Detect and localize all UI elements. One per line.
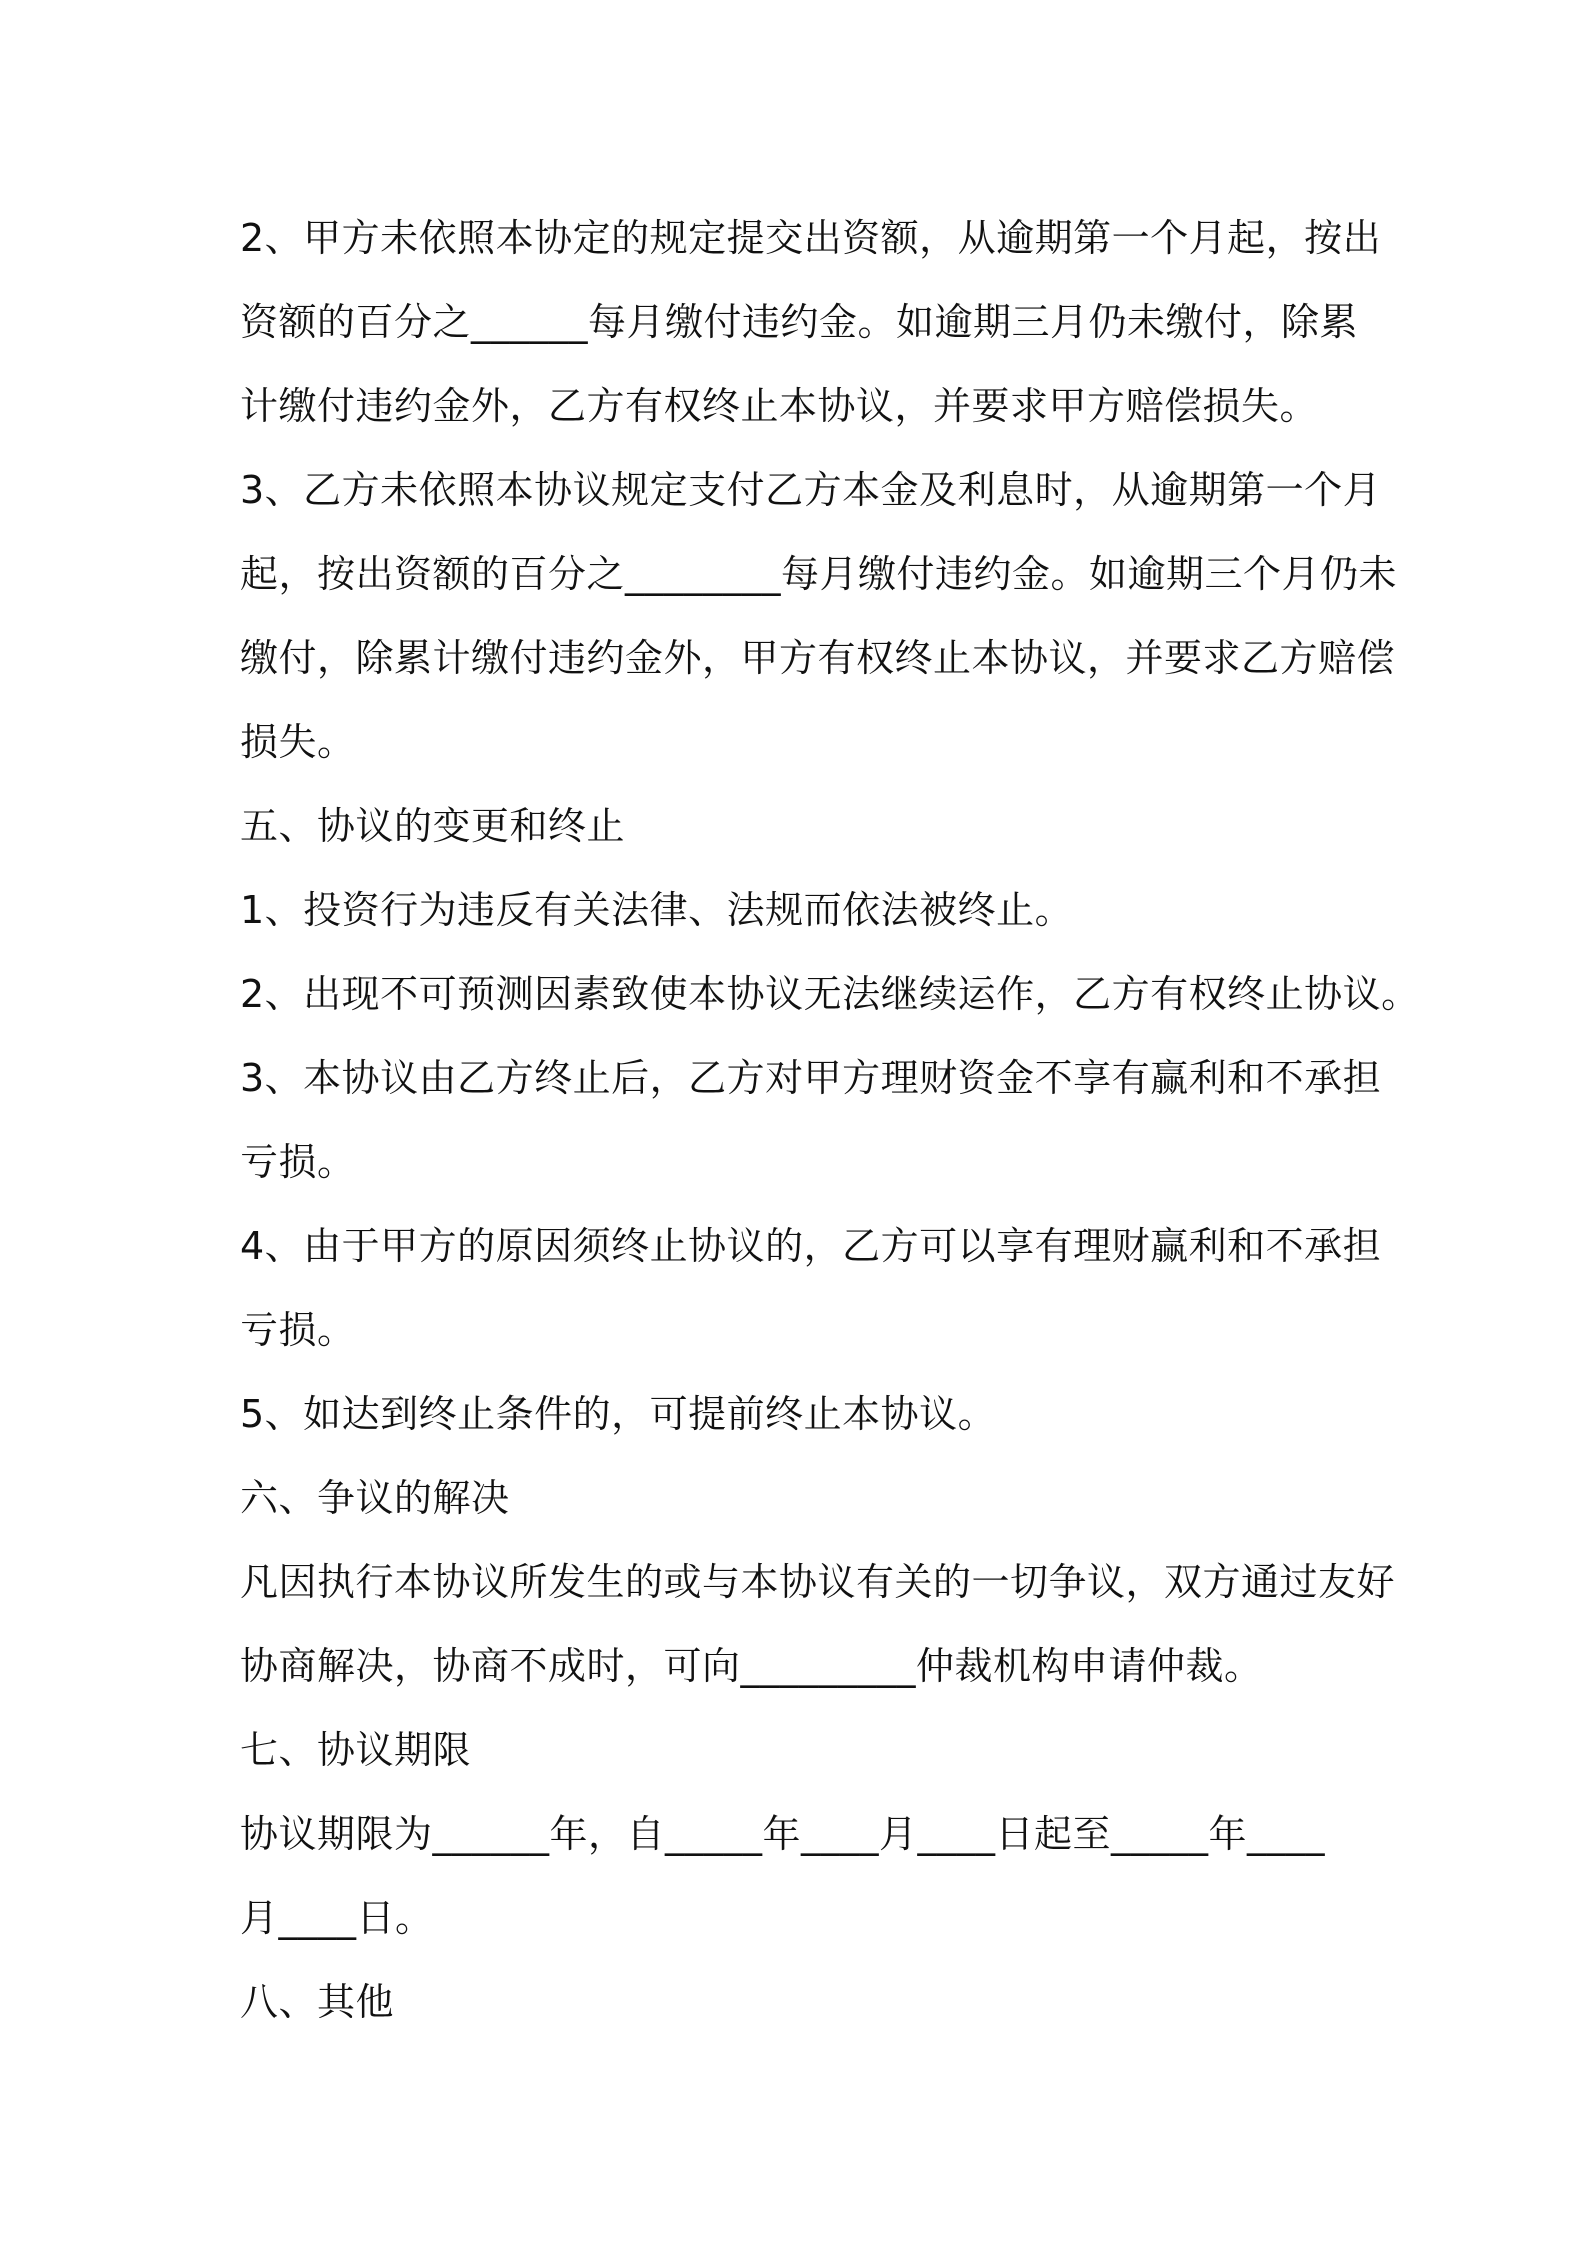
text-line: 2、甲方未依照本协定的规定提交出资额，从逾期第一个月起，按出 [240,216,1382,260]
document-body [240,196,1420,2044]
text-line: 3、本协议由乙方终止后，乙方对甲方理财资金不享有赢利和不承担 [240,1056,1382,1100]
text-line: 凡因执行本协议所发生的或与本协议有关的一切争议，双方通过友好 [240,1560,1396,1604]
text-line: 资额的百分之______每月缴付违约金。如逾期三月仍未缴付，除累 [240,300,1359,344]
text-line: 起，按出资额的百分之________每月缴付违约金。如逾期三个月仍未 [240,552,1398,596]
text-line: 2、出现不可预测因素致使本协议无法继续运作，乙方有权终止协议。 [240,972,1420,1016]
text-line: 协商解决，协商不成时，可向_________仲裁机构申请仲裁。 [240,1644,1263,1688]
text-line: 缴付，除累计缴付违约金外，甲方有权终止本协议，并要求乙方赔偿 [240,636,1396,680]
text-line: 月____日。 [240,1896,434,1940]
section-heading: 八、其他 [240,1980,395,2024]
section-heading: 七、协议期限 [240,1728,472,1772]
text-line: 计缴付违约金外，乙方有权终止本协议，并要求甲方赔偿损失。 [240,384,1319,428]
text-line: 损失。 [240,720,356,764]
text-line: 4、由于甲方的原因须终止协议的，乙方可以享有理财赢利和不承担 [240,1224,1382,1268]
section-heading: 五、协议的变更和终止 [240,804,626,848]
text-line: 亏损。 [240,1140,356,1184]
text-line: 3、乙方未依照本协议规定支付乙方本金及利息时，从逾期第一个月 [240,468,1382,512]
text-line: 1、投资行为违反有关法律、法规而依法被终止。 [240,888,1074,932]
text-line: 5、如达到终止条件的，可提前终止本协议。 [240,1392,997,1436]
text-line: 亏损。 [240,1308,356,1352]
text-line: 协议期限为______年，自_____年____月____日起至_____年____ [240,1812,1326,1856]
section-heading: 六、争议的解决 [240,1476,510,1520]
